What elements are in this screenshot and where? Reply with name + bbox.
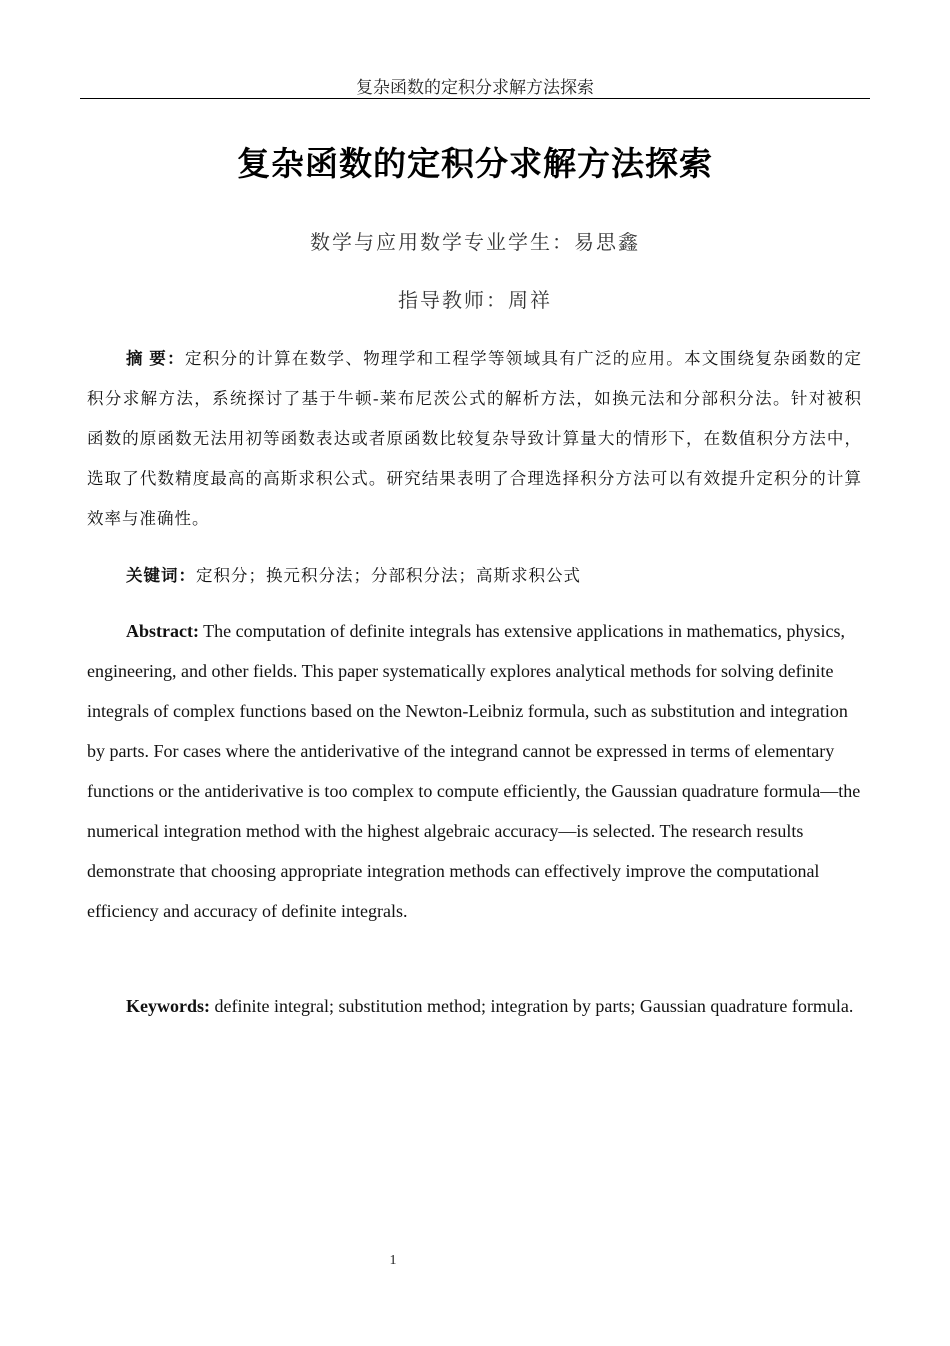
english-abstract	[87, 611, 862, 931]
chinese-abstract	[87, 339, 862, 539]
advisor-line: 指导教师：周祥	[398, 290, 552, 312]
english-abstract-label: Abstract:	[126, 621, 199, 641]
header-rule	[80, 98, 870, 99]
chinese-abstract-label: 摘 要：	[126, 349, 185, 368]
author-line: 数学与应用数学专业学生：易思鑫	[310, 232, 640, 254]
chinese-keywords-text: 定积分；换元积分法；分部积分法；高斯求积公式	[196, 566, 581, 585]
paper-title: 复杂函数的定积分求解方法探索	[237, 144, 713, 183]
english-keywords-text: definite integral; substitution method; integration by parts; Gaussian quadrature formula.	[210, 996, 854, 1016]
english-keywords	[87, 986, 862, 1026]
chinese-keywords	[87, 556, 862, 596]
chinese-keywords-label: 关键词：	[126, 566, 196, 585]
running-header: 复杂函数的定积分求解方法探索	[356, 78, 594, 97]
english-keywords-label: Keywords:	[126, 996, 210, 1016]
page-number: 1	[389, 1253, 397, 1268]
chinese-abstract-text: 定积分的计算在数学、物理学和工程学等领域具有广泛的应用。本文围绕复杂函数的定积分求解方法，系统探讨了基于牛顿-莱布尼茨公式的解析方法，如换元法和分部积分法。针对被积函数的原函数无法用初等函数表达或者原函数比较复杂导致计算量大的情形下，在数值积分方法中，选取了代数精度最高的高斯求积公式。研究结果表明了合理选择积分方法可以有效提升定积分的计算效率与准确性。	[87, 349, 863, 528]
english-abstract-text: The computation of definite integrals has extensive applications in mathematics, physics, engineering, and other fields. This paper systematically explores analytical methods for solving definite integrals of complex functions based on the Newton-Leibniz formula, such as substitution and integration by parts. For cases where the antiderivative of the integrand cannot be expressed in terms of elementary functions or the antiderivative is too complex to compute efficiently, the Gaussian quadrature formula—the numerical integration method with the highest algebraic accuracy—is selected. The research results demonstrate that choosing appropriate integration methods can effectively improve the computational efficiency and accuracy of definite integrals.	[87, 621, 861, 921]
